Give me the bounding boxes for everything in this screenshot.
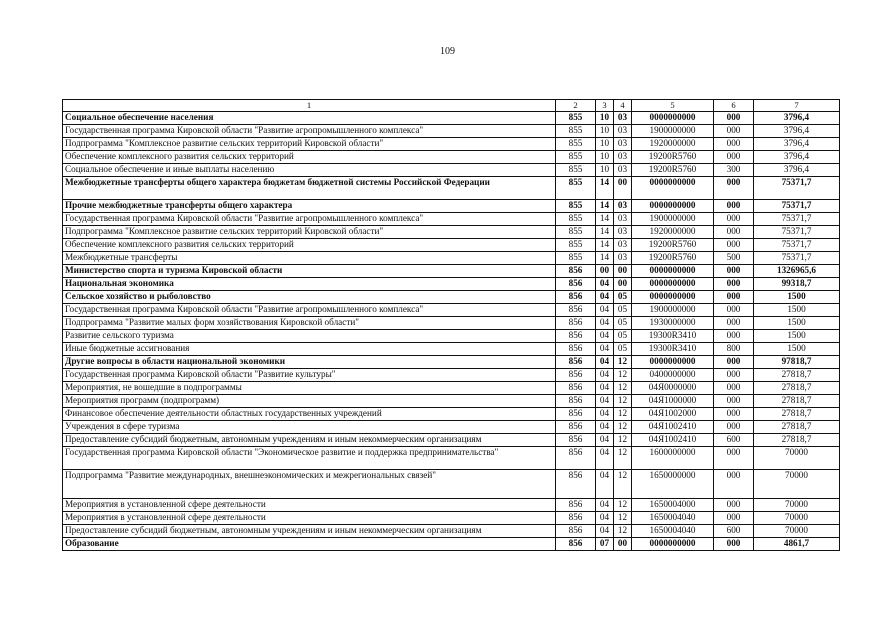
row-code-cell: 855 (556, 138, 596, 151)
row-code-cell: 855 (556, 226, 596, 239)
row-code-cell: 855 (556, 125, 596, 138)
row-subsection-cell: 12 (614, 369, 632, 382)
row-subsection-cell: 00 (614, 278, 632, 291)
row-expense-type-cell: 000 (714, 177, 754, 200)
row-expense-type-cell: 000 (714, 369, 754, 382)
row-section-cell: 04 (596, 317, 614, 330)
row-code-cell: 855 (556, 164, 596, 177)
table-row (63, 382, 840, 395)
row-subsection-cell: 00 (614, 177, 632, 200)
row-subsection-cell: 03 (614, 252, 632, 265)
row-section-cell: 04 (596, 369, 614, 382)
row-name-cell: Межбюджетные трансферты общего характера бюджетам бюджетной системы Российской Федерации (63, 177, 556, 200)
row-amount-cell: 75371,7 (754, 200, 840, 213)
header-cell: 5 (632, 100, 714, 112)
row-target-cell: 1650004000 (632, 499, 714, 512)
row-target-cell: 0000000000 (632, 200, 714, 213)
row-subsection-cell: 03 (614, 151, 632, 164)
row-code-cell: 855 (556, 252, 596, 265)
row-amount-cell: 3796,4 (754, 151, 840, 164)
row-expense-type-cell: 000 (714, 470, 754, 499)
row-name-cell: Подпрограмма "Комплексное развитие сельских территорий Кировской области" (63, 226, 556, 239)
row-amount-cell: 75371,7 (754, 252, 840, 265)
row-name-cell: Государственная программа Кировской области "Развитие агропромышленного комплекса" (63, 125, 556, 138)
row-name-cell: Развитие сельского туризма (63, 330, 556, 343)
table-row (63, 317, 840, 330)
row-expense-type-cell: 000 (714, 356, 754, 369)
row-section-cell: 04 (596, 434, 614, 447)
row-target-cell: 19200R5760 (632, 252, 714, 265)
table-row (63, 470, 840, 499)
row-section-cell: 10 (596, 125, 614, 138)
row-code-cell: 856 (556, 421, 596, 434)
table-row (63, 499, 840, 512)
row-section-cell: 04 (596, 408, 614, 421)
row-expense-type-cell: 000 (714, 317, 754, 330)
row-name-cell: Межбюджетные трансферты (63, 252, 556, 265)
row-subsection-cell: 12 (614, 382, 632, 395)
row-subsection-cell: 12 (614, 525, 632, 538)
row-expense-type-cell: 000 (714, 239, 754, 252)
row-amount-cell: 1500 (754, 304, 840, 317)
row-section-cell: 04 (596, 447, 614, 470)
row-code-cell: 855 (556, 112, 596, 125)
row-target-cell: 0000000000 (632, 177, 714, 200)
row-target-cell: 04Я1002410 (632, 434, 714, 447)
header-cell: 1 (63, 100, 556, 112)
row-code-cell: 856 (556, 434, 596, 447)
row-amount-cell: 75371,7 (754, 177, 840, 200)
row-amount-cell: 27818,7 (754, 434, 840, 447)
row-expense-type-cell: 300 (714, 164, 754, 177)
row-target-cell: 1900000000 (632, 304, 714, 317)
row-code-cell: 856 (556, 291, 596, 304)
row-target-cell: 1920000000 (632, 226, 714, 239)
row-amount-cell: 3796,4 (754, 125, 840, 138)
row-target-cell: 1900000000 (632, 213, 714, 226)
row-target-cell: 04Я0000000 (632, 382, 714, 395)
table-row (63, 200, 840, 213)
row-name-cell: Мероприятия в установленной сфере деятельности (63, 512, 556, 525)
row-code-cell: 856 (556, 382, 596, 395)
row-expense-type-cell: 000 (714, 421, 754, 434)
row-target-cell: 0000000000 (632, 112, 714, 125)
row-target-cell: 0000000000 (632, 278, 714, 291)
row-code-cell: 856 (556, 470, 596, 499)
row-section-cell: 04 (596, 512, 614, 525)
row-section-cell: 04 (596, 499, 614, 512)
table-row (63, 226, 840, 239)
table-row (63, 408, 840, 421)
table-row (63, 291, 840, 304)
row-expense-type-cell: 000 (714, 330, 754, 343)
row-target-cell: 0400000000 (632, 369, 714, 382)
row-code-cell: 856 (556, 330, 596, 343)
row-target-cell: 1930000000 (632, 317, 714, 330)
row-subsection-cell: 00 (614, 265, 632, 278)
row-name-cell: Образование (63, 538, 556, 551)
row-name-cell: Государственная программа Кировской области "Развитие культуры" (63, 369, 556, 382)
row-code-cell: 855 (556, 177, 596, 200)
row-subsection-cell: 03 (614, 239, 632, 252)
row-code-cell: 856 (556, 447, 596, 470)
row-expense-type-cell: 600 (714, 525, 754, 538)
table-row (63, 252, 840, 265)
row-amount-cell: 70000 (754, 447, 840, 470)
row-code-cell: 855 (556, 239, 596, 252)
budget-table (62, 99, 840, 551)
row-subsection-cell: 03 (614, 125, 632, 138)
table-row (63, 151, 840, 164)
table-row (63, 330, 840, 343)
row-section-cell: 10 (596, 164, 614, 177)
row-expense-type-cell: 000 (714, 200, 754, 213)
table-row (63, 112, 840, 125)
row-target-cell: 1650004040 (632, 512, 714, 525)
row-name-cell: Государственная программа Кировской области "Экономическое развитие и поддержка предпринимательства" (63, 447, 556, 470)
table-row (63, 239, 840, 252)
row-name-cell: Социальное обеспечение населения (63, 112, 556, 125)
row-amount-cell: 75371,7 (754, 239, 840, 252)
row-target-cell: 0000000000 (632, 538, 714, 551)
row-expense-type-cell: 800 (714, 343, 754, 356)
row-name-cell: Подпрограмма "Развитие международных, внешнеэкономических и межрегиональных связей" (63, 470, 556, 499)
row-amount-cell: 3796,4 (754, 138, 840, 151)
row-amount-cell: 27818,7 (754, 382, 840, 395)
row-target-cell: 0000000000 (632, 356, 714, 369)
row-expense-type-cell: 000 (714, 291, 754, 304)
row-section-cell: 14 (596, 226, 614, 239)
row-expense-type-cell: 000 (714, 447, 754, 470)
row-amount-cell: 1500 (754, 330, 840, 343)
row-name-cell: Другие вопросы в области национальной экономики (63, 356, 556, 369)
row-subsection-cell: 00 (614, 538, 632, 551)
header-cell: 3 (596, 100, 614, 112)
row-subsection-cell: 05 (614, 343, 632, 356)
row-section-cell: 04 (596, 278, 614, 291)
row-expense-type-cell: 000 (714, 499, 754, 512)
row-expense-type-cell: 000 (714, 278, 754, 291)
row-subsection-cell: 03 (614, 213, 632, 226)
row-name-cell: Предоставление субсидий бюджетным, автономным учреждениям и иным некоммерческим организациям (63, 434, 556, 447)
row-name-cell: Государственная программа Кировской области "Развитие агропромышленного комплекса" (63, 213, 556, 226)
row-section-cell: 00 (596, 265, 614, 278)
row-amount-cell: 27818,7 (754, 421, 840, 434)
row-amount-cell: 1500 (754, 291, 840, 304)
row-name-cell: Обеспечение комплексного развития сельских территорий (63, 151, 556, 164)
row-code-cell: 856 (556, 408, 596, 421)
row-expense-type-cell: 000 (714, 138, 754, 151)
row-code-cell: 856 (556, 369, 596, 382)
table-row (63, 265, 840, 278)
row-section-cell: 14 (596, 200, 614, 213)
row-name-cell: Подпрограмма "Развитие малых форм хозяйствования Кировской области" (63, 317, 556, 330)
row-name-cell: Подпрограмма "Комплексное развитие сельских территорий Кировской области" (63, 138, 556, 151)
row-section-cell: 14 (596, 239, 614, 252)
row-code-cell: 856 (556, 278, 596, 291)
row-amount-cell: 27818,7 (754, 408, 840, 421)
row-section-cell: 04 (596, 330, 614, 343)
row-section-cell: 14 (596, 213, 614, 226)
row-amount-cell: 70000 (754, 512, 840, 525)
row-name-cell: Прочие межбюджетные трансферты общего характера (63, 200, 556, 213)
row-subsection-cell: 05 (614, 317, 632, 330)
row-amount-cell: 99318,7 (754, 278, 840, 291)
row-code-cell: 855 (556, 213, 596, 226)
row-expense-type-cell: 000 (714, 538, 754, 551)
row-code-cell: 856 (556, 395, 596, 408)
row-name-cell: Государственная программа Кировской области "Развитие агропромышленного комплекса" (63, 304, 556, 317)
row-target-cell: 04Я1002000 (632, 408, 714, 421)
row-code-cell: 856 (556, 538, 596, 551)
row-target-cell: 04Я1002410 (632, 421, 714, 434)
row-expense-type-cell: 000 (714, 382, 754, 395)
row-amount-cell: 70000 (754, 499, 840, 512)
row-amount-cell: 97818,7 (754, 356, 840, 369)
row-name-cell: Предоставление субсидий бюджетным, автономным учреждениям и иным некоммерческим организациям (63, 525, 556, 538)
row-amount-cell: 1500 (754, 343, 840, 356)
row-target-cell: 0000000000 (632, 291, 714, 304)
row-subsection-cell: 12 (614, 499, 632, 512)
row-expense-type-cell: 000 (714, 395, 754, 408)
row-target-cell: 0000000000 (632, 265, 714, 278)
row-subsection-cell: 12 (614, 512, 632, 525)
header-cell: 4 (614, 100, 632, 112)
row-target-cell: 1920000000 (632, 138, 714, 151)
row-section-cell: 14 (596, 252, 614, 265)
row-name-cell: Министерство спорта и туризма Кировской области (63, 265, 556, 278)
row-target-cell: 1650004040 (632, 525, 714, 538)
row-expense-type-cell: 000 (714, 125, 754, 138)
row-subsection-cell: 03 (614, 226, 632, 239)
row-code-cell: 856 (556, 356, 596, 369)
row-subsection-cell: 03 (614, 138, 632, 151)
row-code-cell: 856 (556, 265, 596, 278)
header-cell: 7 (754, 100, 840, 112)
row-subsection-cell: 03 (614, 164, 632, 177)
row-expense-type-cell: 000 (714, 512, 754, 525)
row-code-cell: 856 (556, 499, 596, 512)
row-subsection-cell: 05 (614, 291, 632, 304)
table-row (63, 343, 840, 356)
table-row (63, 525, 840, 538)
row-amount-cell: 75371,7 (754, 213, 840, 226)
row-amount-cell: 1500 (754, 317, 840, 330)
table-row (63, 304, 840, 317)
row-target-cell: 19200R5760 (632, 151, 714, 164)
table-row (63, 213, 840, 226)
row-amount-cell: 27818,7 (754, 369, 840, 382)
table-row (63, 512, 840, 525)
row-name-cell: Национальная экономика (63, 278, 556, 291)
row-amount-cell: 70000 (754, 470, 840, 499)
row-code-cell: 856 (556, 343, 596, 356)
row-subsection-cell: 12 (614, 447, 632, 470)
row-code-cell: 855 (556, 151, 596, 164)
row-amount-cell: 3796,4 (754, 164, 840, 177)
table-row (63, 125, 840, 138)
row-section-cell: 04 (596, 304, 614, 317)
row-subsection-cell: 12 (614, 356, 632, 369)
row-section-cell: 10 (596, 138, 614, 151)
table-row (63, 395, 840, 408)
row-subsection-cell: 12 (614, 470, 632, 499)
table-row (63, 421, 840, 434)
row-section-cell: 04 (596, 421, 614, 434)
row-section-cell: 04 (596, 395, 614, 408)
table-header-row (63, 100, 840, 112)
row-name-cell: Учреждения в сфере туризма (63, 421, 556, 434)
row-expense-type-cell: 000 (714, 151, 754, 164)
table-row (63, 369, 840, 382)
row-subsection-cell: 05 (614, 330, 632, 343)
row-target-cell: 19300R3410 (632, 343, 714, 356)
row-expense-type-cell: 600 (714, 434, 754, 447)
row-section-cell: 10 (596, 112, 614, 125)
row-subsection-cell: 03 (614, 200, 632, 213)
table-row (63, 177, 840, 200)
row-target-cell: 19200R5760 (632, 164, 714, 177)
page-number: 109 (440, 46, 455, 57)
table-row (63, 356, 840, 369)
row-amount-cell: 75371,7 (754, 226, 840, 239)
row-target-cell: 19200R5760 (632, 239, 714, 252)
row-section-cell: 04 (596, 382, 614, 395)
row-section-cell: 14 (596, 177, 614, 200)
header-cell: 6 (714, 100, 754, 112)
row-name-cell: Мероприятия в установленной сфере деятельности (63, 499, 556, 512)
row-section-cell: 04 (596, 525, 614, 538)
table-row (63, 164, 840, 177)
row-target-cell: 1650000000 (632, 470, 714, 499)
row-name-cell: Мероприятия программ (подпрограмм) (63, 395, 556, 408)
row-expense-type-cell: 000 (714, 304, 754, 317)
row-section-cell: 04 (596, 470, 614, 499)
row-amount-cell: 27818,7 (754, 395, 840, 408)
row-section-cell: 07 (596, 538, 614, 551)
row-amount-cell: 1326965,6 (754, 265, 840, 278)
row-amount-cell: 4861,7 (754, 538, 840, 551)
row-section-cell: 04 (596, 291, 614, 304)
row-section-cell: 04 (596, 356, 614, 369)
row-name-cell: Мероприятия, не вошедшие в подпрограммы (63, 382, 556, 395)
table-row (63, 447, 840, 470)
row-expense-type-cell: 000 (714, 213, 754, 226)
row-code-cell: 856 (556, 525, 596, 538)
row-section-cell: 04 (596, 343, 614, 356)
row-subsection-cell: 05 (614, 304, 632, 317)
row-expense-type-cell: 000 (714, 226, 754, 239)
row-name-cell: Сельское хозяйство и рыболовство (63, 291, 556, 304)
row-target-cell: 04Я1000000 (632, 395, 714, 408)
row-amount-cell: 70000 (754, 525, 840, 538)
row-code-cell: 855 (556, 200, 596, 213)
row-expense-type-cell: 000 (714, 265, 754, 278)
row-section-cell: 10 (596, 151, 614, 164)
row-code-cell: 856 (556, 317, 596, 330)
row-subsection-cell: 03 (614, 112, 632, 125)
row-name-cell: Иные бюджетные ассигнования (63, 343, 556, 356)
table-row (63, 138, 840, 151)
row-amount-cell: 3796,4 (754, 112, 840, 125)
row-target-cell: 1900000000 (632, 125, 714, 138)
row-code-cell: 856 (556, 512, 596, 525)
row-target-cell: 1600000000 (632, 447, 714, 470)
table-row (63, 278, 840, 291)
row-expense-type-cell: 000 (714, 112, 754, 125)
row-name-cell: Социальное обеспечение и иные выплаты населению (63, 164, 556, 177)
header-cell: 2 (556, 100, 596, 112)
row-subsection-cell: 12 (614, 408, 632, 421)
row-code-cell: 856 (556, 304, 596, 317)
row-name-cell: Обеспечение комплексного развития сельских территорий (63, 239, 556, 252)
row-target-cell: 19300R3410 (632, 330, 714, 343)
table-row (63, 538, 840, 551)
table-row (63, 434, 840, 447)
row-subsection-cell: 12 (614, 421, 632, 434)
row-expense-type-cell: 000 (714, 408, 754, 421)
row-subsection-cell: 12 (614, 434, 632, 447)
row-name-cell: Финансовое обеспечение деятельности областных государственных учреждений (63, 408, 556, 421)
row-expense-type-cell: 500 (714, 252, 754, 265)
row-subsection-cell: 12 (614, 395, 632, 408)
